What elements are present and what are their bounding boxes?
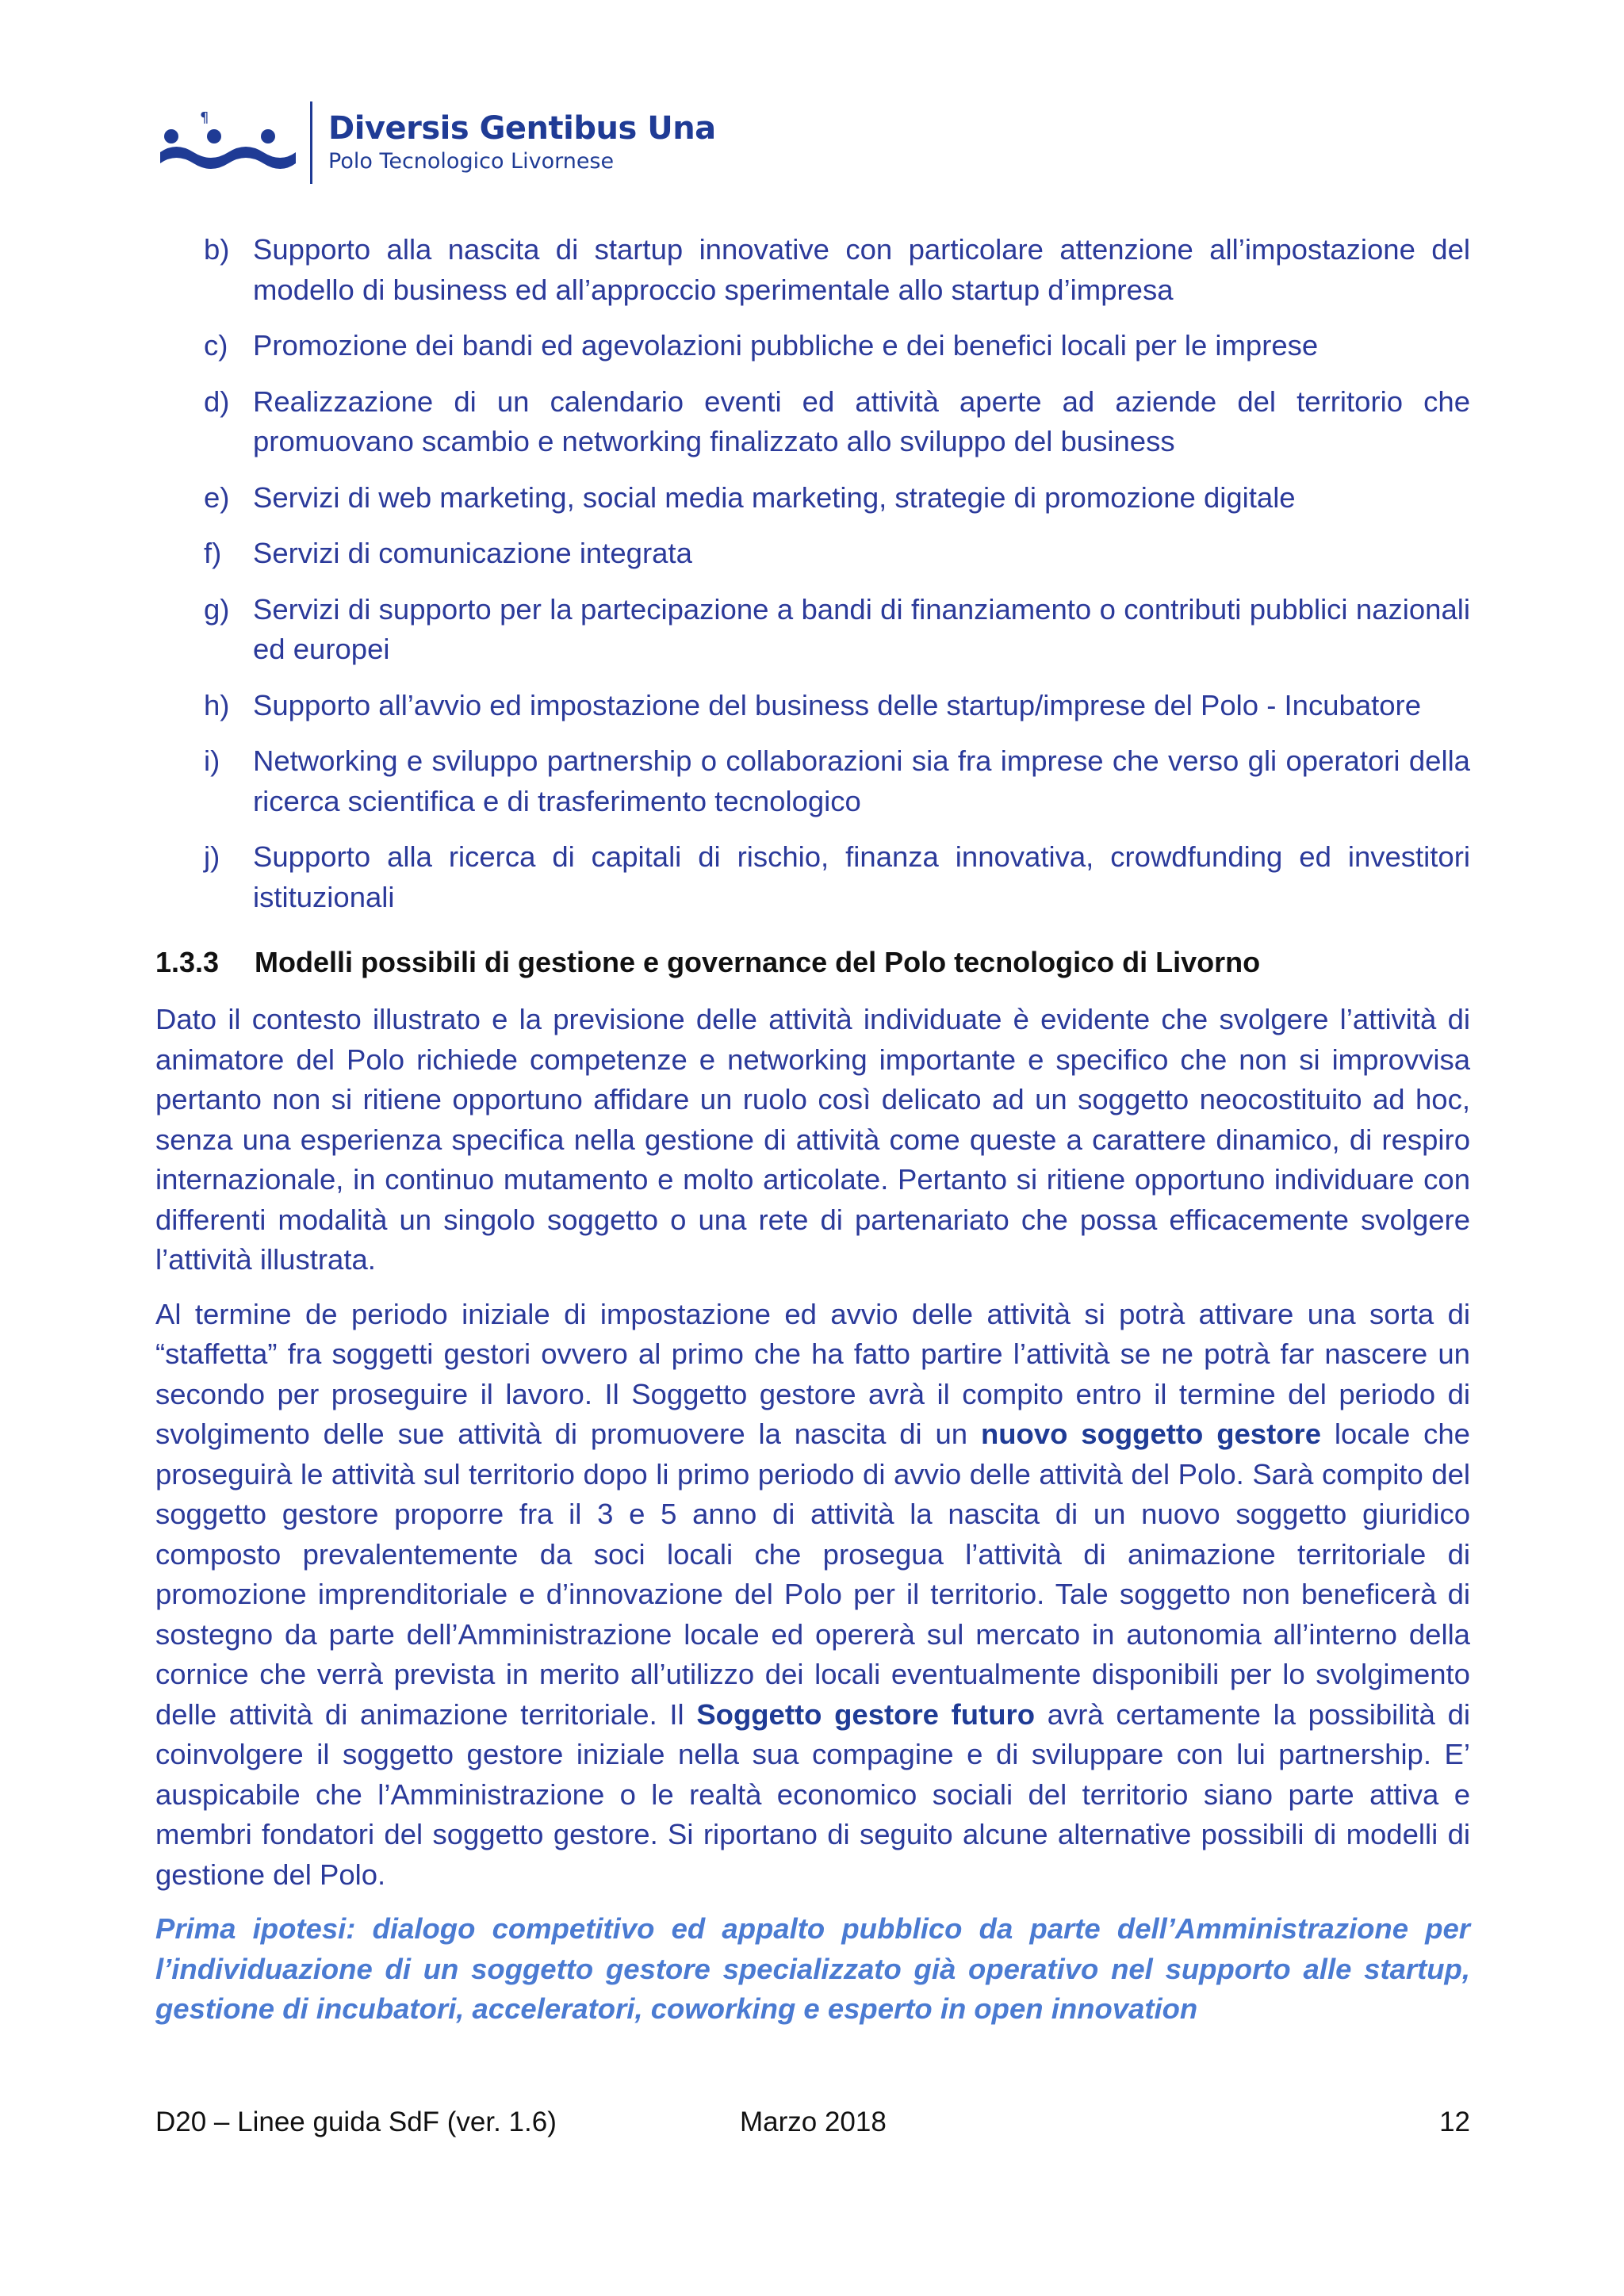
list-item-text: Servizi di supporto per la partecipazione a bandi di finanziamento o contributi pubblici nazionali ed europei [253, 592, 1470, 665]
logo-subtitle: Polo Tecnologico Livornese [328, 149, 615, 174]
list-marker: c) [204, 329, 228, 362]
list-item [155, 326, 1470, 366]
list-item [155, 590, 1470, 670]
waves-dots-logo-icon [159, 103, 297, 182]
page-number: 12 [1439, 2107, 1470, 2137]
document-body [155, 230, 1470, 2030]
list-item [155, 382, 1470, 462]
list-item [155, 230, 1470, 310]
section-title: Modelli possibili di gestione e governance del Polo tecnologico di Livorno [255, 946, 1261, 978]
list-item-text: Servizi di comunicazione integrata [253, 537, 692, 569]
paragraph-text: Al termine de periodo iniziale di impostazione ed avvio delle attività si potrà attivare una sorta di “staffetta” fra soggetti gestori ovvero al primo che ha fatto partire l’attività se ne potrà far nascere un secondo per proseguire il lavoro. Il Soggetto gestore avrà il compito entro il termine del periodo di svolgimento delle sue attività di promuovere la nascita di un [155, 1297, 1470, 1450]
list-item [155, 534, 1470, 574]
list-marker: h) [204, 688, 230, 721]
paragraph-context: Dato il contesto illustrato e la previsione delle attività individuate è evidente che svolgere l’attività di animatore del Polo richiede competenze e networking importante e specifico che non si improvvisa pertanto non si ritiene opportuno affidare un ruolo così delicato ad un soggetto neocostituito ad hoc, senza una esperienza specifica nella gestione di attività come queste a carattere dinamico, di respiro internazionale, in continuo mutamento e molto articolate. Pertanto si ritiene opportuno individuare con differenti modalità un singolo soggetto o una rete di partenariato che possa efficacemente svolgere l’attività illustrata. [155, 1003, 1470, 1276]
list-item-text: Supporto all’avvio ed impostazione del business delle startup/imprese del Polo - Incubatore [253, 688, 1422, 721]
bold-term: nuovo soggetto gestore [980, 1418, 1322, 1450]
list-item [155, 741, 1470, 821]
paragraph-text: locale che proseguirà le attività sul territorio dopo li primo periodo di avvio delle attività del Polo. Sarà compito del soggetto gestore proporre fra il 3 e 5 anno di attività la nascita di un nuovo soggetto giuridico composto prevalentemente da soci locali che prosegua l’attività di animazione territoriale di promozione imprenditoriale e d’innovazione del Polo per il territorio. Tale soggetto non beneficerà di sostegno da parte dell’Amministrazione locale ed opererà sul mercato in autonomia all’interno della cornice che verrà prevista in merito all’utilizzo dei locali eventualmente disponibili per lo svolgimento delle attività di animazione territoriale. Il [155, 1418, 1470, 1731]
paragraph-text: avrà certamente la possibilità di coinvolgere il soggetto gestore iniziale nella sua compagine e di sviluppare con lui partnership. E’ auspicabile che l’Amministrazione o le realtà economico sociali del territorio siano parte attiva e membri fondatori del soggetto gestore. Si riportano di seguito alcune alternative possibili di modelli di gestione del Polo. [155, 1697, 1470, 1891]
list-item-text: Networking e sviluppo partnership o collaborazioni sia fra imprese che verso gli operatori della ricerca scientifica e di trasferimento tecnologico [253, 744, 1470, 817]
list-marker: g) [204, 592, 230, 626]
list-marker: f) [204, 537, 222, 569]
logo-text [328, 109, 716, 176]
footer-date: Marzo 2018 [740, 2107, 887, 2137]
section-heading [155, 943, 1470, 982]
bold-term: Soggetto gestore futuro [696, 1697, 1036, 1731]
logo-divider [310, 101, 312, 184]
footer-doc-title: D20 – Linee guida SdF (ver. 1.6) [155, 2107, 557, 2137]
list-marker: e) [204, 480, 230, 514]
list-item [155, 837, 1470, 917]
activity-list [155, 230, 1470, 917]
list-item-text: Realizzazione di un calendario eventi ed attività aperte ad aziende del territorio che promuovano scambio e networking finalizzato allo sviluppo del business [253, 385, 1470, 457]
page-footer [155, 2107, 1470, 2148]
list-item-text: Supporto alla ricerca di capitali di rischio, finanza innovativa, crowdfunding ed investitori istituzionali [253, 840, 1470, 913]
list-item [155, 686, 1470, 726]
list-marker: i) [204, 744, 220, 777]
list-marker: d) [204, 385, 230, 418]
list-marker: b) [204, 233, 230, 266]
page-header [159, 95, 716, 190]
section-number: 1.3.3 [155, 946, 220, 978]
logo-title: Diversis Gentibus Una [328, 110, 716, 147]
list-marker: j) [204, 840, 220, 873]
svg-text:¶: ¶ [200, 109, 209, 126]
hypothesis-heading: Prima ipotesi: dialogo competitivo ed appalto pubblico da parte dell’Amministrazione per l’individuazione di un soggetto gestore specializzato già operativo nel supporto alle startup, gestione di incubatori, acceleratori, coworking e esperto in open innovation [155, 1912, 1470, 2025]
list-item-text: Supporto alla nascita di startup innovative con particolare attenzione all’impostazione del modello di business ed all’approccio sperimentale allo startup d’impresa [253, 233, 1470, 306]
list-item-text: Servizi di web marketing, social media marketing, strategie di promozione digitale [253, 480, 1296, 514]
list-item [155, 478, 1470, 519]
paragraph-staffetta [155, 1295, 1470, 1896]
list-item-text: Promozione dei bandi ed agevolazioni pubbliche e dei benefici locali per le imprese [253, 329, 1319, 362]
